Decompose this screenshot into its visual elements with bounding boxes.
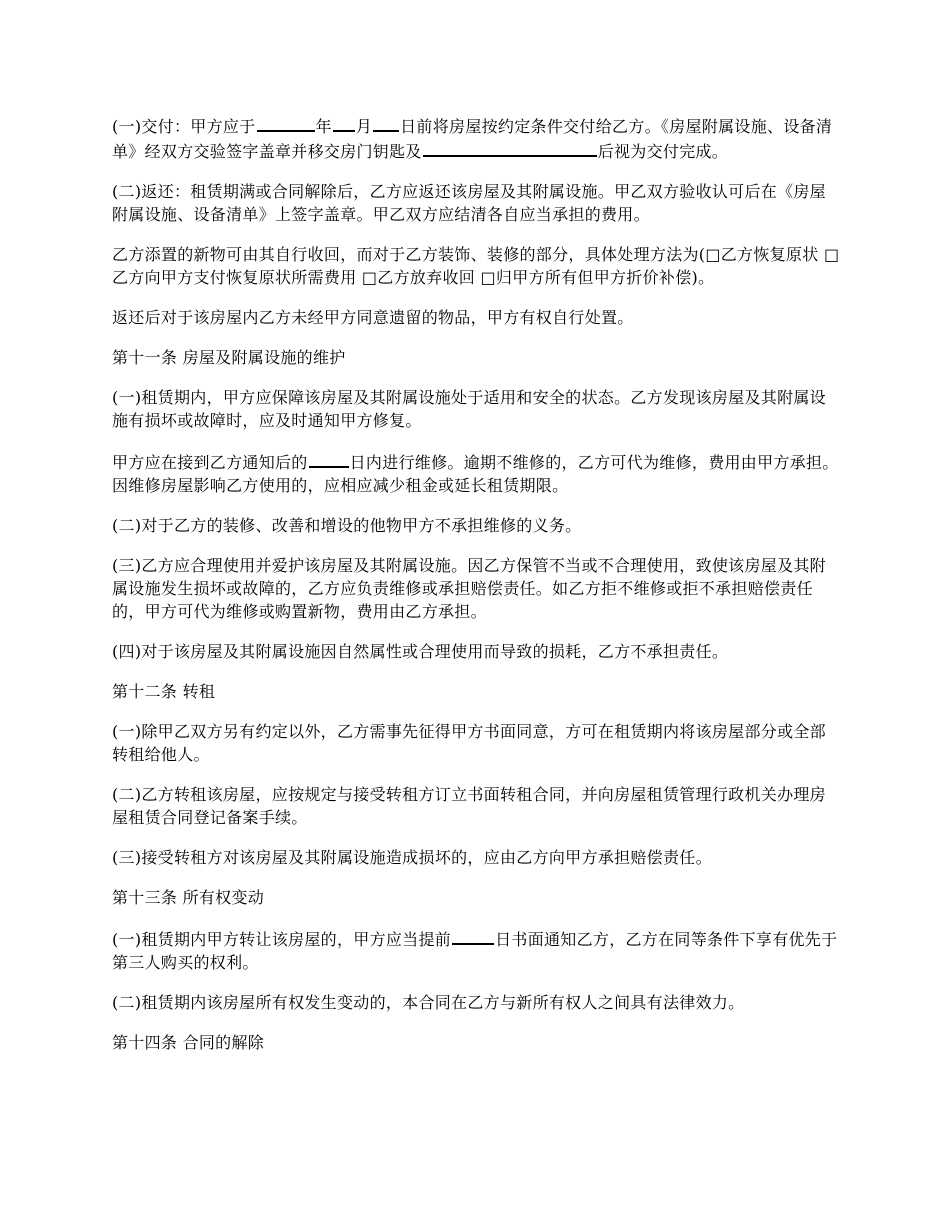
article-14-title: 第十四条 合同的解除 bbox=[112, 1033, 265, 1052]
keys-blank bbox=[423, 138, 597, 157]
article-12-item-3: (三)接受转租方对该房屋及其附属设施造成损坏的，应由乙方向甲方承担赔偿责任。 bbox=[112, 848, 712, 867]
article-13-item-2: (二)租赁期内该房屋所有权发生变动的，本合同在乙方与新所有权人之间具有法律效力。 bbox=[112, 993, 745, 1012]
article-12-title: 第十二条 转租 bbox=[112, 682, 216, 701]
document-body bbox=[112, 113, 842, 1071]
notice-text-1: (一)租赁期内甲方转让该房屋的，甲方应当提前 bbox=[112, 930, 452, 949]
article-11-item-2: (二)对于乙方的装修、改善和增设的他物甲方不承担维修的义务。 bbox=[112, 516, 582, 535]
article-12-item-2: (二)乙方转租该房屋，应按规定与接受转租方订立书面转租合同，并向房屋租赁管理行政机关办理房屋租赁合同登记备案手续。 bbox=[112, 785, 826, 827]
article-11-item-3: (三)乙方应合理使用并爱护该房屋及其附属设施。因乙方保管不当或不合理使用，致使该房屋及其附属设施发生损坏或故障的，乙方应负责维修或承担赔偿责任。如乙方拒不维修或拒不承担赔偿责任的，甲方可代为维修或购置新物，费用由乙方承担。 bbox=[112, 556, 826, 621]
article-13-title: 第十三条 所有权变动 bbox=[112, 888, 265, 907]
repair-days-blank bbox=[309, 449, 349, 468]
delivery-text-4: 日前将房屋按约定条件交付给乙方。《房屋附属设施、设备清单》经双方交验签字盖章并移交房门钥匙及 bbox=[112, 117, 833, 161]
article-11-repair-days bbox=[112, 449, 842, 497]
article-11-item-1: (一)租赁期内，甲方应保障该房屋及其附属设施处于适用和安全的状态。乙方发现该房屋及其附属设施有损坏或故障时，应及时通知甲方修复。 bbox=[112, 388, 826, 430]
article-13-item-1 bbox=[112, 926, 842, 974]
notice-text-2: 日书面通知乙方，乙方在同等条件下享有优先于第三人购买的权利。 bbox=[112, 930, 838, 972]
clause-return-new-items: 乙方添置的新物可由其自行收回，而对于乙方装饰、装修的部分，具体处理方法为(□乙方恢复原状 □ 乙方向甲方支付恢复原状所需费用 □乙方放弃收回 □归甲方所有但甲方折价补偿)。 bbox=[112, 245, 840, 287]
article-11-title: 第十一条 房屋及附属设施的维护 bbox=[112, 348, 346, 367]
repair-text-1: 甲方应在接到乙方通知后的 bbox=[112, 453, 308, 472]
clause-delivery bbox=[112, 113, 842, 163]
delivery-text-3: 月 bbox=[355, 117, 373, 136]
day-blank bbox=[373, 113, 399, 132]
article-12-item-1: (一)除甲乙双方另有约定以外，乙方需事先征得甲方书面同意，方可在租赁期内将该房屋部分或全部转租给他人。 bbox=[112, 722, 826, 764]
month-blank bbox=[333, 113, 355, 132]
delivery-text-5: 后视为交付完成。 bbox=[597, 142, 729, 161]
delivery-text-2: 年 bbox=[315, 117, 332, 136]
repair-text-2: 日内进行维修。逾期不维修的，乙方可代为维修，费用由甲方承担。因维修房屋影响乙方使用的，应相应减少租金或延长租赁期限。 bbox=[112, 453, 839, 495]
article-11-item-4: (四)对于该房屋及其附属设施因自然属性或合理使用而导致的损耗，乙方不承担责任。 bbox=[112, 642, 729, 661]
year-blank bbox=[257, 113, 315, 132]
clause-return: (二)返还：租赁期满或合同解除后，乙方应返还该房屋及其附属设施。甲乙双方验收认可后在《房屋附属设施、设备清单》上签字盖章。甲乙双方应结清各自应当承担的费用。 bbox=[112, 182, 826, 224]
clause-return-leftover: 返还后对于该房屋内乙方未经甲方同意遗留的物品，甲方有权自行处置。 bbox=[112, 308, 634, 327]
notice-days-blank bbox=[452, 926, 494, 945]
delivery-text-1: (一)交付：甲方应于 bbox=[112, 117, 256, 136]
